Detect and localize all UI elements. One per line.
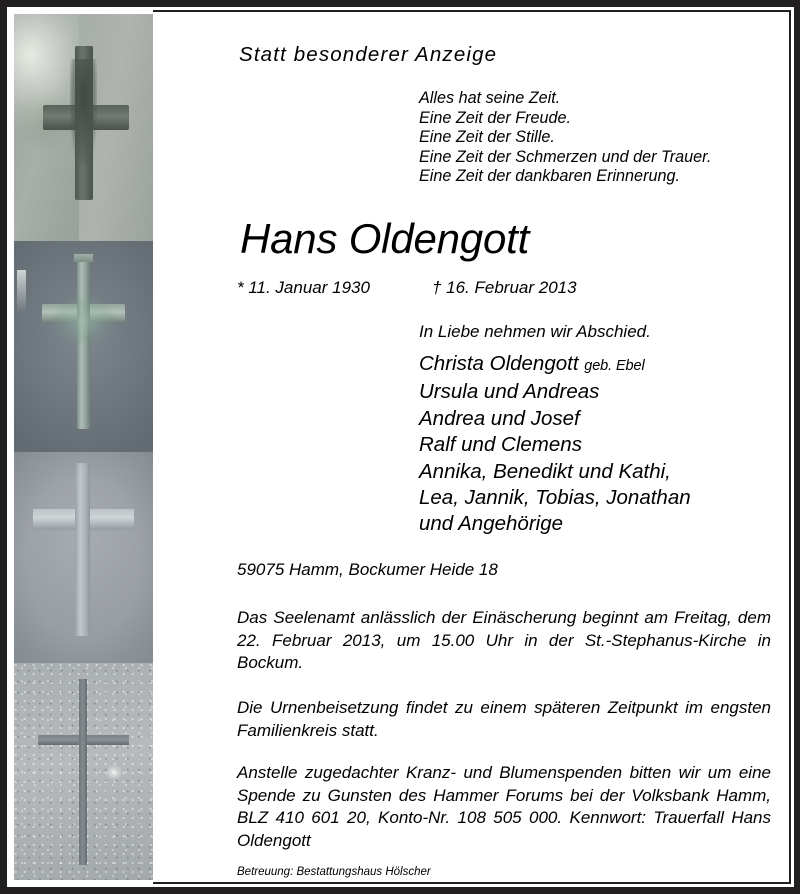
verse-line: Eine Zeit der Freude. — [419, 108, 572, 127]
photo-panel-stone-cross-with-corpus — [14, 14, 153, 241]
deceased-name: Hans Oldengott — [240, 215, 530, 262]
widow-maiden-name: geb. Ebel — [584, 358, 645, 374]
mourner-line: Ursula und Andreas — [419, 380, 600, 404]
kicker-line: Statt besonderer Anzeige — [239, 43, 498, 66]
mourner-line: Lea, Jannik, Tobias, Jonathan — [419, 486, 691, 510]
verse-line: Eine Zeit der dankbaren Erinnerung. — [419, 167, 680, 186]
death-date: † 16. Februar 2013 — [431, 278, 577, 297]
text-column — [153, 10, 791, 884]
mourners-block — [419, 351, 691, 538]
donation-paragraph: Anstelle zugedachter Kranz- und Blumenspenden bitten wir um eine Spende zu Gunsten des Hammer Forums bei der Volksbank Hamm, BLZ 410 601 20, Konto-Nr. 108 505 000. Kennwort: Trauerfall Hans Oldengott — [237, 763, 771, 850]
service-paragraph: Das Seelenamt anlässlich der Einäscherung beginnt am Freitag, dem 22. Februar 2013, um 15.00 Uhr in der St.-Stephanus-Kirche in Bockum. — [237, 608, 771, 672]
patina-highlight-shape — [52, 298, 116, 344]
address-line: 59075 Hamm, Bockumer Heide 18 — [237, 560, 498, 579]
light-streak-shape — [17, 270, 27, 312]
mourner-line: Ralf und Clemens — [419, 433, 582, 457]
cross-top-cap-shape — [74, 254, 93, 262]
verse-block — [419, 89, 711, 187]
verse-line: Eine Zeit der Stille. — [419, 128, 555, 147]
verse-line: Eine Zeit der Schmerzen und der Trauer. — [419, 147, 712, 166]
life-dates — [237, 278, 577, 298]
birth-date: * 11. Januar 1930 — [237, 278, 370, 297]
corpus-figure-shape — [70, 59, 98, 163]
mourner-line: Annika, Benedikt und Kathi, — [419, 459, 671, 483]
farewell-line: In Liebe nehmen wir Abschied. — [419, 322, 651, 341]
mourner-line: und Angehörige — [419, 512, 564, 536]
urn-burial-paragraph: Die Urnenbeisetzung findet zu einem späteren Zeitpunkt im engsten Familienkreis statt. — [237, 698, 771, 740]
photo-panel-thin-granite-cross — [14, 663, 153, 880]
verse-line: Alles hat seine Zeit. — [419, 89, 561, 107]
mourner-line-widow — [419, 351, 691, 379]
cross-vertical-bar — [79, 679, 87, 865]
notice-inner-frame — [7, 7, 794, 887]
photo-stack — [14, 14, 153, 880]
vignette-shape — [14, 452, 153, 663]
photo-column — [10, 10, 153, 884]
stone-highlight-shape — [106, 765, 123, 780]
funeral-home-credit: Betreuung: Bestattungshaus Hölscher — [237, 866, 431, 878]
mourner-line: Andrea und Josef — [419, 406, 580, 430]
cross-vertical-bar — [77, 260, 90, 429]
photo-panel-pale-stone-cross — [14, 452, 153, 663]
widow-name: Christa Oldengott — [419, 352, 579, 375]
photo-panel-bronze-patina-crucifix — [14, 241, 153, 452]
